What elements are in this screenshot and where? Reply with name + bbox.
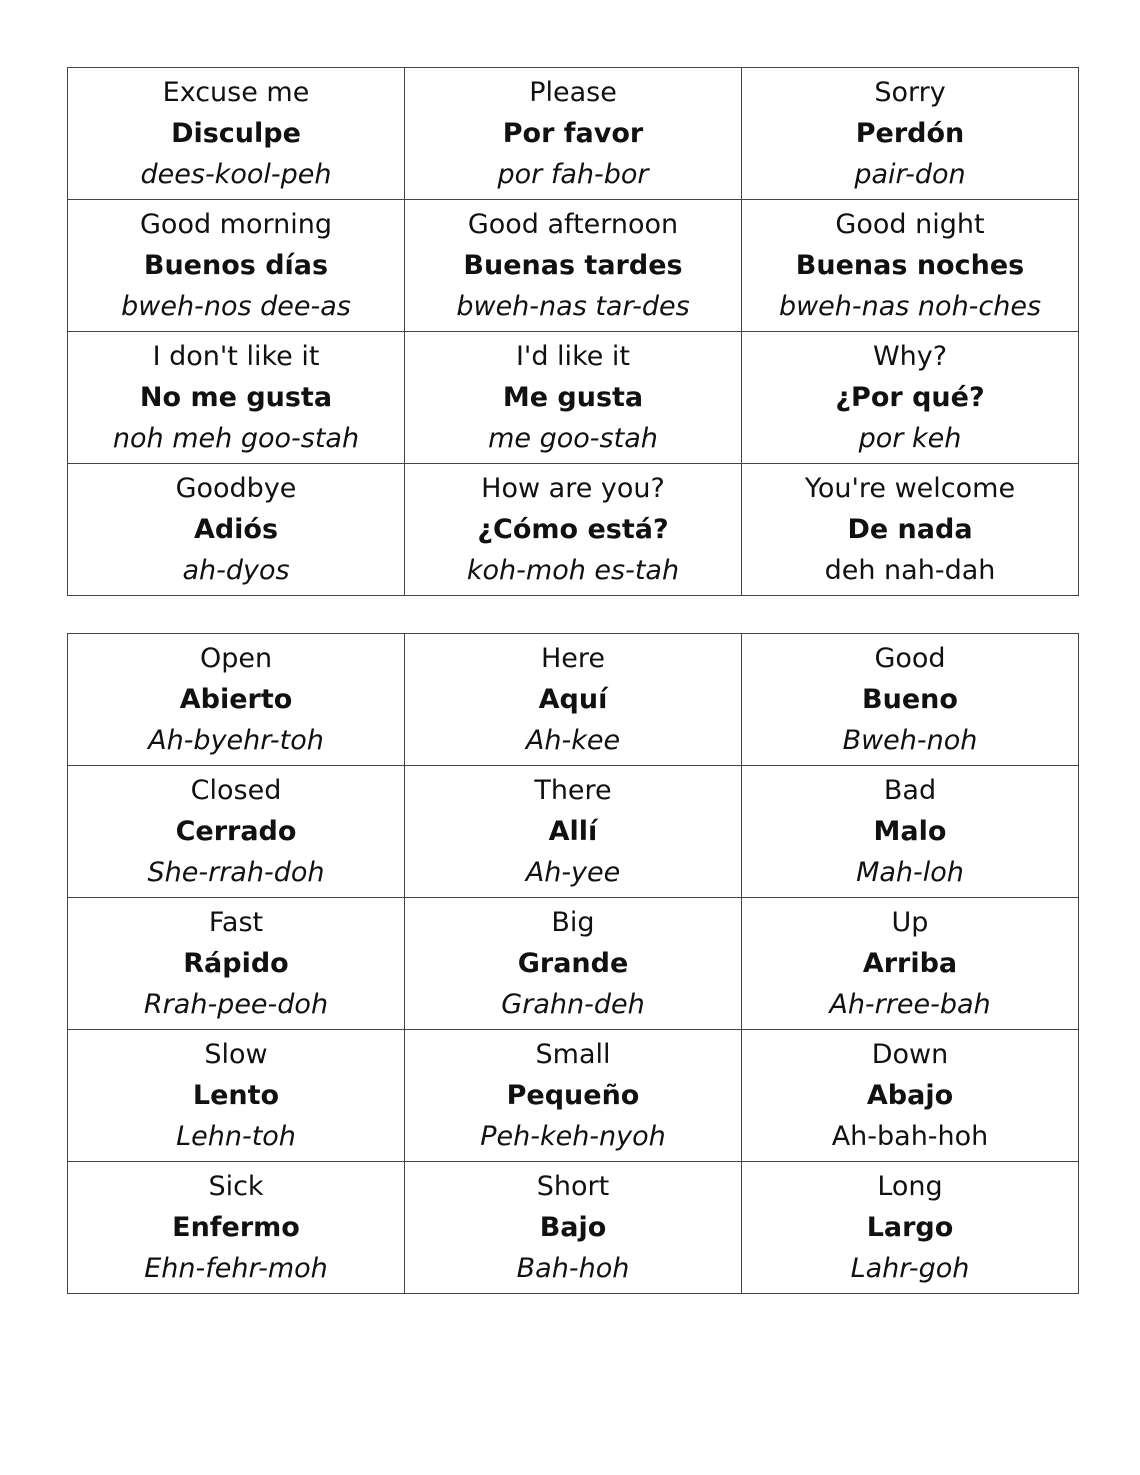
phrase-card	[68, 766, 405, 898]
english-phrase: Up	[891, 907, 929, 938]
spanish-phrase: Abajo	[866, 1080, 954, 1111]
pronunciation: noh meh goo-stah	[112, 423, 360, 454]
english-phrase: Sick	[208, 1171, 264, 1202]
english-phrase: Fast	[208, 907, 264, 938]
english-phrase: There	[534, 775, 612, 806]
table-row	[68, 68, 1079, 200]
phrase-card	[68, 1162, 405, 1294]
phrase-card	[742, 898, 1079, 1030]
table-row	[68, 766, 1079, 898]
pronunciation: me goo-stah	[488, 423, 658, 454]
pronunciation: Bah-hoh	[516, 1253, 630, 1284]
english-phrase: Here	[540, 643, 606, 674]
spanish-phrase: Por favor	[502, 118, 644, 149]
spanish-phrase: De nada	[847, 514, 973, 545]
spanish-phrase: Lento	[192, 1080, 280, 1111]
phrase-card	[742, 464, 1079, 596]
phrase-card	[405, 332, 742, 464]
pronunciation: She-rrah-doh	[147, 857, 325, 888]
spanish-phrase: Buenos días	[143, 250, 329, 281]
table-row	[68, 634, 1079, 766]
pronunciation: Lahr-goh	[850, 1253, 970, 1284]
spanish-phrase: ¿Por qué?	[835, 382, 985, 413]
table-row	[68, 898, 1079, 1030]
phrase-card	[405, 1030, 742, 1162]
phrase-card	[742, 1162, 1079, 1294]
pronunciation: Peh-keh-nyoh	[480, 1121, 666, 1152]
english-phrase: Good night	[835, 209, 985, 240]
english-phrase: Why?	[872, 341, 948, 372]
pronunciation: Mah-loh	[856, 857, 964, 888]
spanish-phrase: Bueno	[862, 684, 958, 715]
pronunciation: Rrah-pee-doh	[143, 989, 329, 1020]
spanish-phrase: Grande	[517, 948, 629, 979]
phrase-card	[405, 200, 742, 332]
phrase-card	[405, 68, 742, 200]
spanish-phrase: Pequeño	[506, 1080, 640, 1111]
english-phrase: I don't like it	[152, 341, 320, 372]
pronunciation: dees-kool-peh	[140, 159, 332, 190]
spanish-phrase: Abierto	[179, 684, 293, 715]
table-row	[68, 332, 1079, 464]
spanish-phrase: Rápido	[183, 948, 289, 979]
english-phrase: Good	[874, 643, 946, 674]
table-row	[68, 1162, 1079, 1294]
pronunciation: por fah-bor	[497, 159, 649, 190]
english-phrase: Please	[529, 77, 617, 108]
pronunciation: Ah-byehr-toh	[148, 725, 324, 756]
english-phrase: Closed	[190, 775, 282, 806]
pronunciation: bweh-nas tar-des	[456, 291, 690, 322]
english-phrase: Long	[877, 1171, 943, 1202]
phrase-table-adjectives	[67, 633, 1079, 1294]
phrase-card	[68, 68, 405, 200]
spanish-phrase: Adiós	[193, 514, 279, 545]
pronunciation: deh nah-dah	[824, 555, 996, 586]
pronunciation: Lehn-toh	[176, 1121, 296, 1152]
spanish-phrase: Aquí	[538, 684, 608, 715]
phrase-card	[742, 766, 1079, 898]
spanish-phrase: Enfermo	[172, 1212, 300, 1243]
spanish-phrase: Bajo	[539, 1212, 607, 1243]
english-phrase: Sorry	[874, 77, 946, 108]
spanish-phrase: Allí	[548, 816, 598, 847]
spanish-phrase: Cerrado	[175, 816, 297, 847]
spanish-phrase: Buenas tardes	[463, 250, 683, 281]
spanish-phrase: Disculpe	[171, 118, 301, 149]
english-phrase: Short	[536, 1171, 610, 1202]
phrase-card	[68, 898, 405, 1030]
pronunciation: Ah-kee	[525, 725, 621, 756]
pronunciation: Bweh-noh	[842, 725, 978, 756]
english-phrase: Good morning	[140, 209, 332, 240]
phrase-card	[742, 634, 1079, 766]
pronunciation: koh-moh es-tah	[466, 555, 680, 586]
spanish-phrase: Buenas noches	[795, 250, 1025, 281]
phrase-table-greetings	[67, 67, 1079, 596]
spanish-phrase: No me gusta	[139, 382, 333, 413]
english-phrase: Open	[199, 643, 273, 674]
phrase-card	[742, 68, 1079, 200]
phrase-card	[68, 634, 405, 766]
table-row	[68, 1030, 1079, 1162]
english-phrase: Slow	[204, 1039, 268, 1070]
phrase-card	[68, 332, 405, 464]
pronunciation: Ehn-fehr-moh	[144, 1253, 328, 1284]
english-phrase: Big	[551, 907, 595, 938]
phrase-card	[68, 1030, 405, 1162]
phrase-card	[68, 464, 405, 596]
english-phrase: Down	[871, 1039, 949, 1070]
spanish-phrase: Me gusta	[502, 382, 644, 413]
phrase-card	[68, 200, 405, 332]
pronunciation: Ah-yee	[525, 857, 621, 888]
pronunciation: ah-dyos	[182, 555, 290, 586]
spanish-phrase: Arriba	[862, 948, 958, 979]
english-phrase: I'd like it	[515, 341, 631, 372]
pronunciation: por keh	[858, 423, 962, 454]
spanish-phrase: Malo	[873, 816, 947, 847]
phrase-card	[742, 332, 1079, 464]
english-phrase: Small	[535, 1039, 611, 1070]
english-phrase: Goodbye	[175, 473, 297, 504]
pronunciation: pair-don	[854, 159, 966, 190]
phrase-card	[405, 634, 742, 766]
pronunciation: bweh-nos dee-as	[121, 291, 351, 322]
pronunciation: Ah-rree-bah	[829, 989, 991, 1020]
spanish-phrase: ¿Cómo está?	[477, 514, 669, 545]
phrase-card	[405, 1162, 742, 1294]
phrase-card	[405, 766, 742, 898]
pronunciation: Grahn-deh	[501, 989, 645, 1020]
spanish-phrase: Largo	[866, 1212, 954, 1243]
pronunciation: Ah-bah-hoh	[831, 1121, 989, 1152]
phrase-card	[405, 464, 742, 596]
english-phrase: Excuse me	[162, 77, 310, 108]
english-phrase: How are you?	[481, 473, 665, 504]
english-phrase: Bad	[883, 775, 937, 806]
english-phrase: Good afternoon	[467, 209, 679, 240]
pronunciation: bweh-nas noh-ches	[778, 291, 1042, 322]
table-row	[68, 200, 1079, 332]
table-row	[68, 464, 1079, 596]
phrase-card	[742, 200, 1079, 332]
spanish-phrase: Perdón	[855, 118, 965, 149]
phrase-card	[405, 898, 742, 1030]
english-phrase: You're welcome	[804, 473, 1016, 504]
phrase-card	[742, 1030, 1079, 1162]
